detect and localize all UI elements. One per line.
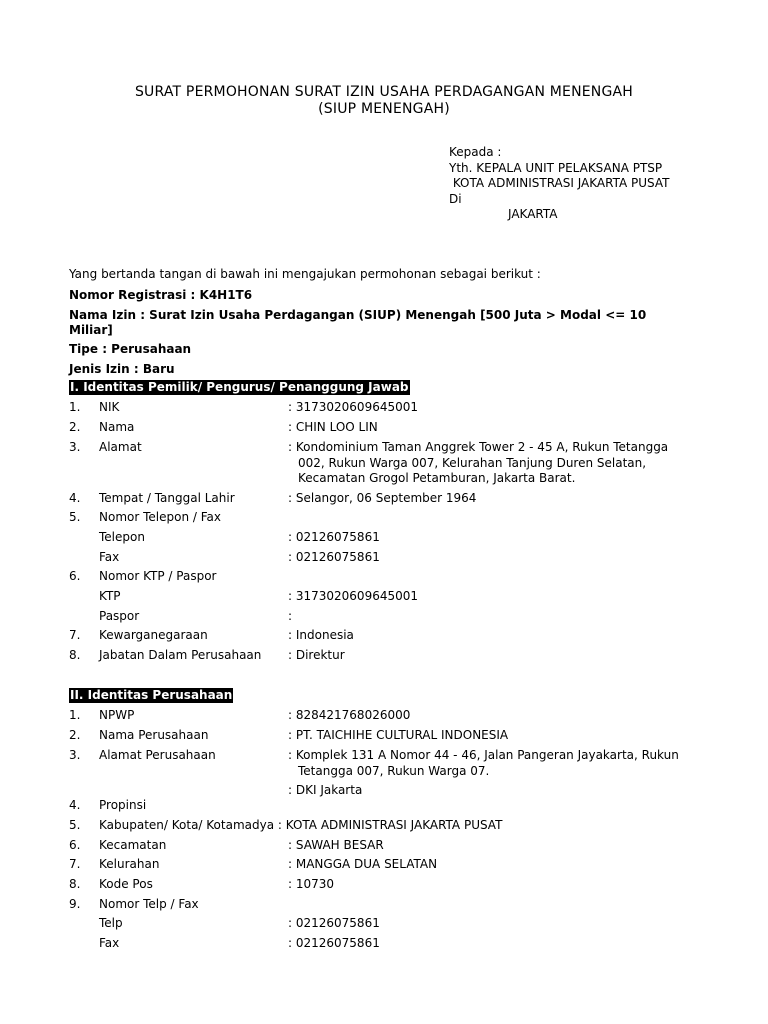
row-value: : 10730 — [288, 877, 335, 891]
title-line-2: (SIUP MENENGAH) — [318, 101, 450, 117]
row-value: : 02126075861 — [288, 916, 380, 930]
row-number: 7. — [69, 628, 81, 642]
recipient-line-2: Yth. KEPALA UNIT PELAKSANA PTSP — [449, 160, 663, 175]
row-value: : 02126075861 — [288, 550, 380, 564]
row-label: Kode Pos — [99, 877, 153, 891]
row-label: Nama — [99, 420, 135, 434]
row-number: 4. — [69, 491, 81, 505]
row-value: : Kondominium Taman Anggrek Tower 2 - 45 A, Rukun Tetangga 002, Rukun Warga 007, Kelurahan Tanjung Duren Selatan, Kecamatan Grogol Petamburan, Jakarta Barat. — [288, 440, 669, 485]
jenis-izin: Jenis Izin : Baru — [69, 362, 175, 376]
row-number: 8. — [69, 648, 81, 662]
row-number: 1. — [69, 400, 81, 414]
row-value: : 3173020609645001 — [288, 400, 419, 414]
row-label: Kewarganegaraan — [99, 628, 208, 642]
row-label: Nomor Telp / Fax — [99, 897, 199, 911]
row-value: : 02126075861 — [288, 530, 380, 544]
row-label: Telp — [99, 916, 123, 930]
row-number: 9. — [69, 897, 81, 911]
recipient-line-4: Di — [449, 191, 462, 206]
tipe: Tipe : Perusahaan — [69, 342, 192, 356]
row-number: 4. — [69, 798, 81, 812]
row-label: Nomor Telepon / Fax — [99, 510, 221, 524]
row-value: : Komplek 131 A Nomor 44 - 46, Jalan Pangeran Jayakarta, Rukun Tetangga 007, Rukun Warga 07. — [288, 748, 679, 778]
row-number: 2. — [69, 728, 81, 742]
row-label: Fax — [99, 936, 120, 950]
row-label: Fax — [99, 550, 120, 564]
row-label: NIK — [99, 400, 120, 414]
row-value: : 02126075861 — [288, 936, 380, 950]
recipient-block — [449, 145, 670, 223]
row-label: Kelurahan — [99, 857, 160, 871]
recipient-line-5: JAKARTA — [508, 207, 558, 221]
row-label: Telepon — [99, 530, 145, 544]
row-value: : MANGGA DUA SELATAN — [288, 857, 438, 871]
row-number: 1. — [69, 708, 81, 722]
recipient-line-3: KOTA ADMINISTRASI JAKARTA PUSAT — [449, 176, 670, 190]
row-value: : PT. TAICHIHE CULTURAL INDONESIA — [288, 728, 509, 742]
row-label: Alamat — [99, 440, 142, 454]
row-label: Tempat / Tanggal Lahir — [99, 491, 235, 505]
title-line-1: SURAT PERMOHONAN SURAT IZIN USAHA PERDAGANGAN MENENGAH — [134, 84, 634, 100]
row-value: : — [288, 609, 293, 623]
document-title — [60, 84, 708, 118]
section-1-heading: I. Identitas Pemilik/ Pengurus/ Penanggung Jawab — [70, 380, 409, 394]
row-number: 7. — [69, 857, 81, 871]
row-value: : SAWAH BESAR — [288, 838, 384, 852]
row-value: : Indonesia — [288, 628, 354, 642]
row-number: 5. — [69, 818, 81, 832]
row-value: : Selangor, 06 September 1964 — [288, 491, 477, 505]
row-value: : 828421768026000 — [288, 708, 411, 722]
row-value: : 3173020609645001 — [288, 589, 419, 603]
section-2-heading: II. Identitas Perusahaan — [70, 688, 233, 702]
row-value: : DKI Jakarta — [288, 783, 363, 797]
row-number: 6. — [69, 569, 81, 583]
row-number: 5. — [69, 510, 81, 524]
row-number: 2. — [69, 420, 81, 434]
row-label: Paspor — [99, 609, 140, 623]
row-label: Propinsi — [99, 798, 147, 812]
intro-text: Yang bertanda tangan di bawah ini mengajukan permohonan sebagai berikut : — [69, 267, 541, 281]
nama-izin-line-1: Nama Izin : Surat Izin Usaha Perdagangan (SIUP) Menengah [500 Juta > Modal <= 10 — [69, 308, 647, 322]
row-label: Nomor KTP / Paspor — [99, 569, 217, 583]
row-value: : Direktur — [288, 648, 345, 662]
row-label: Kabupaten/ Kota/ Kotamadya : KOTA ADMINISTRASI JAKARTA PUSAT — [99, 818, 503, 832]
row-number: 3. — [69, 748, 81, 762]
row-number: 8. — [69, 877, 81, 891]
row-label: Alamat Perusahaan — [99, 748, 216, 762]
nama-izin-line-2: Miliar] — [69, 323, 113, 337]
recipient-line-1: Kepada : — [449, 145, 502, 159]
row-label: NPWP — [99, 708, 135, 722]
nomor-registrasi: Nomor Registrasi : K4H1T6 — [69, 288, 253, 302]
row-number: 6. — [69, 838, 81, 852]
row-number: 3. — [69, 440, 81, 454]
row-label: Nama Perusahaan — [99, 728, 209, 742]
row-label: Kecamatan — [99, 838, 167, 852]
row-label: KTP — [99, 589, 121, 603]
row-label: Jabatan Dalam Perusahaan — [99, 648, 262, 662]
row-value: : CHIN LOO LIN — [288, 420, 378, 434]
